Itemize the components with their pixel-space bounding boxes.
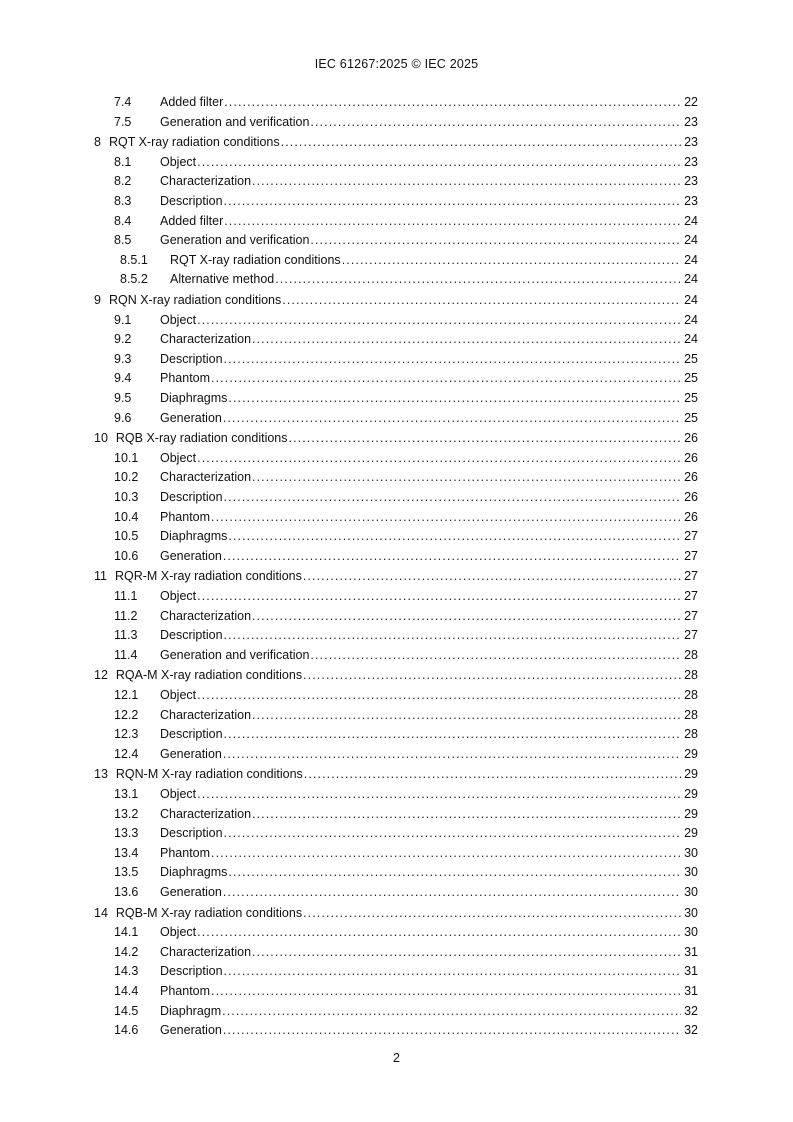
toc-entry[interactable] (94, 371, 698, 391)
toc-entry-page: 31 (684, 984, 698, 999)
toc-entry-number: 9.2 (114, 332, 132, 347)
toc-entry-page: 23 (684, 135, 698, 150)
toc-entry-page: 24 (684, 272, 698, 287)
toc-entry-page: 29 (684, 767, 698, 782)
toc-entry[interactable] (94, 945, 698, 965)
toc-entry-page: 29 (684, 746, 698, 761)
toc-entry-number: 8.2 (114, 174, 132, 189)
toc-entry[interactable] (94, 648, 698, 668)
toc-entry-page: 24 (684, 293, 698, 308)
toc-entry[interactable] (94, 549, 698, 569)
toc-dot-leader (310, 648, 681, 663)
toc-entry-page: 27 (684, 608, 698, 623)
toc-entry[interactable] (94, 490, 698, 510)
toc-entry-number: 10.4 (114, 509, 139, 524)
toc-entry-number: 14.1 (114, 925, 139, 940)
toc-entry-title: RQN-M X-ray radiation conditions (115, 767, 303, 782)
toc-entry-page: 27 (684, 548, 698, 563)
toc-entry-number: 9.4 (114, 371, 132, 386)
toc-entry-title: Added filter (160, 95, 224, 109)
toc-dot-leader (224, 964, 681, 979)
toc-dot-leader (228, 529, 681, 544)
toc-entry-page: 26 (684, 470, 698, 485)
toc-entry-title: Diaphragms (160, 391, 228, 405)
toc-entry[interactable] (94, 984, 698, 1004)
toc-entry-title: Generation (160, 746, 222, 761)
toc-entry-title: RQT X-ray radiation conditions (108, 135, 280, 150)
toc-entry-title: Object (160, 925, 197, 940)
toc-dot-leader (224, 826, 681, 841)
toc-entry-title: Object (160, 688, 197, 703)
toc-entry-number: 13.5 (114, 865, 139, 880)
toc-dot-leader (252, 470, 681, 485)
toc-entry-number: 8.5.1 (120, 252, 148, 267)
toc-entry-page: 25 (684, 410, 698, 425)
toc-entry-title: Phantom (160, 371, 211, 386)
toc-entry-number: 8.4 (114, 213, 132, 228)
toc-dot-leader (310, 115, 681, 130)
toc-entry-title: Diaphragm (160, 1003, 222, 1018)
toc-entry-title: Object (160, 787, 197, 802)
toc-entry-page: 27 (684, 589, 698, 604)
toc-entry[interactable] (94, 332, 698, 352)
toc-entry-page: 29 (684, 826, 698, 841)
toc-dot-leader (252, 609, 681, 624)
toc-entry-number: 13 (94, 767, 108, 782)
toc-entry[interactable] (94, 628, 698, 648)
toc-dot-leader (303, 668, 681, 683)
toc-entry-page: 23 (684, 174, 698, 189)
toc-entry[interactable] (94, 1023, 698, 1043)
toc-entry[interactable] (94, 569, 698, 589)
toc-entry-page: 30 (684, 865, 698, 880)
toc-entry-title: Object (160, 589, 197, 604)
toc-entry-number: 12.2 (114, 707, 139, 722)
toc-entry[interactable] (94, 964, 698, 984)
toc-entry-number: 10.5 (114, 529, 139, 544)
toc-entry-title: Diaphragms (160, 529, 228, 544)
toc-entry-number: 12.4 (114, 746, 139, 761)
toc-entry-number: 14.6 (114, 1023, 139, 1038)
toc-entry-number: 10.3 (114, 490, 139, 505)
toc-entry-page: 28 (684, 707, 698, 722)
toc-entry-title: RQB X-ray radiation conditions (115, 431, 288, 446)
toc-entry[interactable] (94, 194, 698, 214)
toc-entry-page: 28 (684, 668, 698, 683)
toc-entry[interactable] (94, 174, 698, 194)
toc-entry[interactable] (94, 293, 698, 313)
toc-entry-title: Phantom (160, 509, 211, 524)
toc-entry-page: 30 (684, 885, 698, 900)
toc-entry-title: Description (160, 826, 223, 841)
toc-entry[interactable] (94, 589, 698, 609)
toc-dot-leader (252, 807, 681, 822)
toc-entry-number: 14.2 (114, 944, 139, 959)
toc-entry-page: 22 (684, 95, 698, 109)
page-header: IEC 61267:2025 © IEC 2025 (314, 57, 479, 71)
toc-dot-leader (224, 727, 681, 742)
toc-entry-number: 10 (94, 431, 108, 446)
toc-entry-title: RQR-M X-ray radiation conditions (114, 569, 302, 584)
toc-entry[interactable] (94, 391, 698, 411)
toc-entry-number: 12 (94, 668, 108, 683)
toc-entry-number: 10.1 (114, 450, 139, 465)
toc-entry-title: Characterization (160, 806, 252, 821)
toc-entry-title: Characterization (160, 608, 252, 623)
toc-entry-page: 26 (684, 431, 698, 446)
toc-entry-number: 11.1 (114, 589, 138, 604)
toc-entry-number: 8.5.2 (120, 272, 148, 287)
toc-entry[interactable] (94, 155, 698, 175)
toc-entry-number: 14.3 (114, 964, 139, 979)
toc-entry-title: Added filter (160, 213, 224, 228)
toc-dot-leader (304, 767, 681, 782)
toc-entry-title: Characterization (160, 332, 252, 347)
toc-dot-leader (252, 708, 681, 723)
toc-entry-number: 13.6 (114, 885, 139, 900)
toc-entry-title: Description (160, 628, 223, 643)
toc-entry-title: Generation (160, 1023, 222, 1038)
toc-entry-title: Description (160, 964, 223, 979)
toc-entry-page: 26 (684, 490, 698, 505)
toc-entry-title: Phantom (160, 984, 211, 999)
toc-entry[interactable] (94, 688, 698, 708)
toc-entry-title: Characterization (160, 944, 252, 959)
toc-entry-number: 11.3 (114, 628, 138, 643)
toc-dot-leader (197, 313, 681, 328)
toc-dot-leader (252, 174, 681, 189)
toc-entry-number: 7.5 (114, 114, 132, 129)
toc-entry-page: 28 (684, 688, 698, 703)
toc-entry[interactable] (94, 727, 698, 747)
toc-dot-leader (223, 1023, 681, 1038)
toc-entry-page: 25 (684, 371, 698, 386)
toc-entry-title: Alternative method (170, 272, 275, 287)
toc-dot-leader (303, 569, 681, 584)
toc-dot-leader (222, 1004, 681, 1019)
toc-entry[interactable] (94, 411, 698, 431)
toc-dot-leader (281, 135, 681, 150)
toc-dot-leader (211, 371, 681, 386)
toc-dot-leader (211, 846, 681, 861)
toc-entry-page: 24 (684, 252, 698, 267)
toc-entry-page: 25 (684, 391, 698, 405)
toc-dot-leader (223, 411, 681, 426)
toc-entry-page: 30 (684, 905, 698, 920)
toc-entry-number: 8.3 (114, 194, 132, 209)
toc-dot-leader (197, 451, 681, 466)
toc-entry[interactable] (94, 510, 698, 530)
toc-dot-leader (224, 214, 681, 229)
toc-entry-page: 28 (684, 647, 698, 662)
toc-entry-title: Diaphragms (160, 865, 228, 880)
toc-entry[interactable] (94, 885, 698, 905)
toc-dot-leader (275, 272, 681, 287)
toc-dot-leader (252, 945, 681, 960)
toc-entry-number: 8 (94, 135, 101, 150)
toc-entry-number: 13.4 (114, 845, 139, 860)
page-number: 2 (393, 1051, 400, 1065)
toc-entry-title: Generation and verification (160, 114, 310, 129)
toc-entry-page: 26 (684, 450, 698, 465)
toc-entry[interactable] (94, 451, 698, 471)
toc-entry-page: 25 (684, 351, 698, 366)
toc-dot-leader (282, 293, 681, 308)
toc-dot-leader (303, 906, 681, 921)
toc-entry[interactable] (94, 865, 698, 885)
toc-entry[interactable] (94, 272, 698, 292)
toc-entry-page: 32 (684, 1023, 698, 1038)
toc-entry-number: 14.5 (114, 1003, 139, 1018)
toc-entry-number: 7.4 (114, 95, 132, 109)
table-of-contents (94, 95, 698, 1043)
toc-dot-leader (223, 747, 681, 762)
toc-dot-leader (197, 925, 681, 940)
toc-entry-title: Phantom (160, 845, 211, 860)
toc-dot-leader (252, 332, 681, 347)
toc-entry-page: 30 (684, 845, 698, 860)
toc-entry[interactable] (94, 253, 698, 273)
toc-entry-title: Object (160, 450, 197, 465)
toc-entry-page: 30 (684, 925, 698, 940)
toc-entry[interactable] (94, 609, 698, 629)
toc-entry[interactable] (94, 826, 698, 846)
toc-entry-title: Description (160, 727, 223, 742)
toc-entry[interactable] (94, 529, 698, 549)
toc-entry[interactable] (94, 214, 698, 234)
toc-entry[interactable] (94, 431, 698, 451)
toc-entry-page: 31 (684, 944, 698, 959)
toc-entry[interactable] (94, 1004, 698, 1024)
toc-entry[interactable] (94, 313, 698, 333)
toc-entry-page: 27 (684, 569, 698, 584)
toc-dot-leader (310, 233, 681, 248)
toc-dot-leader (342, 253, 681, 268)
toc-entry[interactable] (94, 747, 698, 767)
toc-dot-leader (224, 95, 681, 110)
toc-entry-page: 27 (684, 628, 698, 643)
toc-entry[interactable] (94, 115, 698, 135)
toc-dot-leader (289, 431, 681, 446)
toc-entry-page: 28 (684, 727, 698, 742)
toc-entry[interactable] (94, 95, 698, 115)
toc-entry-page: 24 (684, 213, 698, 228)
toc-entry[interactable] (94, 668, 698, 688)
toc-entry-title: Characterization (160, 174, 252, 189)
toc-dot-leader (197, 688, 681, 703)
toc-entry-number: 9.3 (114, 351, 132, 366)
toc-entry[interactable] (94, 846, 698, 866)
toc-entry[interactable] (94, 470, 698, 490)
toc-entry[interactable] (94, 767, 698, 787)
toc-entry-page: 29 (684, 787, 698, 802)
toc-entry-title: RQN X-ray radiation conditions (108, 293, 282, 308)
toc-entry-title: Generation (160, 885, 222, 900)
toc-entry-page: 23 (684, 114, 698, 129)
toc-dot-leader (224, 352, 681, 367)
toc-dot-leader (223, 549, 681, 564)
toc-entry-number: 12.3 (114, 727, 139, 742)
toc-dot-leader (224, 194, 681, 209)
toc-entry-title: Description (160, 490, 223, 505)
toc-entry-number: 14 (94, 905, 108, 920)
toc-entry-title: Generation (160, 548, 222, 563)
toc-entry-title: RQB-M X-ray radiation conditions (115, 905, 303, 920)
toc-dot-leader (224, 628, 681, 643)
toc-entry-number: 10.6 (114, 548, 139, 563)
toc-entry-page: 31 (684, 964, 698, 979)
toc-dot-leader (228, 865, 681, 880)
toc-entry-number: 9 (94, 293, 101, 308)
toc-entry-page: 24 (684, 332, 698, 347)
toc-entry-title: Characterization (160, 470, 252, 485)
toc-entry-title: Description (160, 351, 223, 366)
toc-entry-number: 8.5 (114, 233, 132, 248)
toc-entry-number: 13.2 (114, 806, 139, 821)
toc-entry[interactable] (94, 708, 698, 728)
toc-entry-number: 9.1 (114, 312, 132, 327)
toc-entry-page: 26 (684, 509, 698, 524)
toc-entry-title: Characterization (160, 707, 252, 722)
toc-entry[interactable] (94, 906, 698, 926)
toc-entry-page: 24 (684, 233, 698, 248)
toc-dot-leader (223, 885, 681, 900)
toc-dot-leader (197, 787, 681, 802)
toc-dot-leader (197, 589, 681, 604)
toc-entry-title: Object (160, 154, 197, 169)
toc-entry-number: 11.4 (114, 647, 138, 662)
toc-entry-number: 9.5 (114, 391, 132, 405)
toc-entry-number: 14.4 (114, 984, 139, 999)
toc-entry-number: 10.2 (114, 470, 139, 485)
toc-dot-leader (224, 490, 681, 505)
toc-entry-title: RQA-M X-ray radiation conditions (115, 668, 303, 683)
toc-entry-title: Generation and verification (160, 233, 310, 248)
toc-entry[interactable] (94, 925, 698, 945)
toc-entry-title: Generation (160, 410, 222, 425)
toc-dot-leader (211, 984, 681, 999)
toc-entry-page: 29 (684, 806, 698, 821)
toc-dot-leader (228, 391, 681, 406)
toc-entry-title: RQT X-ray radiation conditions (170, 252, 341, 267)
toc-entry-number: 9.6 (114, 410, 132, 425)
toc-entry-number: 11 (94, 569, 107, 584)
toc-entry-number: 11.2 (114, 608, 138, 623)
toc-entry-page: 24 (684, 312, 698, 327)
toc-entry-page: 32 (684, 1003, 698, 1018)
toc-entry[interactable] (94, 233, 698, 253)
toc-entry[interactable] (94, 135, 698, 155)
toc-entry-title: Generation and verification (160, 647, 310, 662)
toc-entry-number: 12.1 (114, 688, 139, 703)
toc-entry-number: 13.3 (114, 826, 139, 841)
toc-dot-leader (197, 155, 681, 170)
toc-entry-title: Object (160, 312, 197, 327)
toc-entry[interactable] (94, 787, 698, 807)
toc-entry-page: 27 (684, 529, 698, 544)
toc-dot-leader (211, 510, 681, 525)
toc-entry[interactable] (94, 807, 698, 827)
toc-entry-number: 8.1 (114, 154, 132, 169)
toc-entry-title: Description (160, 194, 223, 209)
toc-entry[interactable] (94, 352, 698, 372)
toc-entry-page: 23 (684, 154, 698, 169)
toc-entry-page: 23 (684, 194, 698, 209)
toc-entry-number: 13.1 (114, 787, 139, 802)
